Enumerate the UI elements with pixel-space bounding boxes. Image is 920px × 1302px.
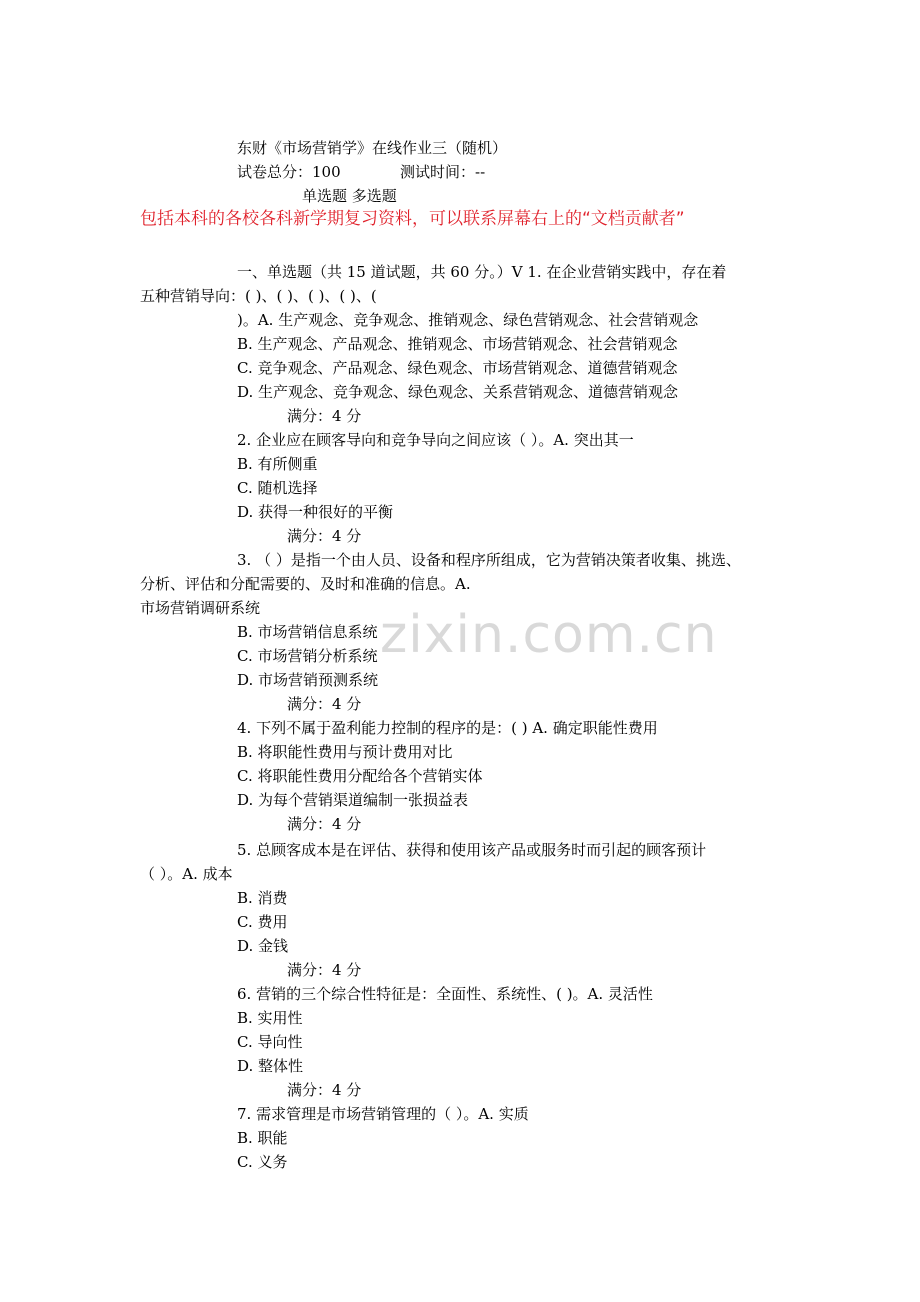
text-line: B. 有所侧重	[237, 455, 318, 473]
text-line: B. 市场营销信息系统	[237, 623, 378, 641]
text-line: B. 职能	[237, 1129, 288, 1147]
text-line: D. 为每个营销渠道编制一张损益表	[237, 791, 469, 809]
text-line: C. 竞争观念、产品观念、绿色观念、市场营销观念、道德营销观念	[237, 359, 678, 377]
text-line: C. 市场营销分析系统	[237, 647, 378, 665]
test-time: 测试时间：--	[400, 163, 486, 181]
text-line: 4. 下列不属于盈利能力控制的程序的是：( ) A. 确定职能性费用	[237, 719, 658, 737]
text-line: C. 随机选择	[237, 479, 318, 497]
text-line: C. 将职能性费用分配给各个营销实体	[237, 767, 483, 785]
text-line: 五种营销导向：( )、( )、( )、( )、(	[140, 287, 377, 305]
text-line: 满分：4 分	[287, 695, 362, 713]
text-line: 满分：4 分	[287, 961, 362, 979]
total-score: 试卷总分：100	[237, 163, 341, 181]
document-title: 东财《市场营销学》在线作业三（随机）	[237, 139, 508, 157]
text-line: C. 导向性	[237, 1033, 303, 1051]
section-links[interactable]: 单选题 多选题	[302, 187, 397, 205]
text-line: 满分：4 分	[287, 407, 362, 425]
text-line: 5. 总顾客成本是在评估、获得和使用该产品或服务时而引起的顾客预计	[237, 841, 707, 859]
text-line: 满分：4 分	[287, 527, 362, 545]
text-line: （ ）。A. 成本	[140, 865, 233, 883]
text-line: )。A. 生产观念、竞争观念、推销观念、绿色营销观念、社会营销观念	[237, 311, 699, 329]
text-line: 市场营销调研系统	[140, 599, 261, 617]
text-line: B. 生产观念、产品观念、推销观念、市场营销观念、社会营销观念	[237, 335, 678, 353]
text-line: 2. 企业应在顾客导向和竞争导向之间应该（ ）。A. 突出其一	[237, 431, 634, 449]
text-line: C. 义务	[237, 1153, 288, 1171]
text-line: 3. （ ）是指一个由人员、设备和程序所组成，它为营销决策者收集、挑选、	[237, 551, 741, 569]
text-line: B. 消费	[237, 889, 288, 907]
text-line: B. 实用性	[237, 1009, 303, 1027]
text-line: D. 生产观念、竞争观念、绿色观念、关系营销观念、道德营销观念	[237, 383, 679, 401]
text-line: 满分：4 分	[287, 815, 362, 833]
text-line: D. 市场营销预测系统	[237, 671, 379, 689]
text-line: D. 金钱	[237, 937, 289, 955]
text-line: C. 费用	[237, 913, 288, 931]
text-line: 7. 需求管理是市场营销管理的（ ）。A. 实质	[237, 1105, 529, 1123]
watermark: zixin.com.cn	[380, 605, 718, 665]
text-line: 满分：4 分	[287, 1081, 362, 1099]
text-line: 分析、评估和分配需要的、及时和准确的信息。A.	[140, 575, 471, 593]
text-line: D. 获得一种很好的平衡	[237, 503, 394, 521]
text-line: B. 将职能性费用与预计费用对比	[237, 743, 453, 761]
text-line: 6. 营销的三个综合性特征是：全面性、系统性、( )。A. 灵活性	[237, 985, 653, 1003]
text-line: 一、单选题（共 15 道试题，共 60 分。）V 1. 在企业营销实践中，存在着	[237, 263, 727, 281]
notice-banner: 包括本科的各校各科新学期复习资料，可以联系屏幕右上的“文档贡献者”	[140, 209, 685, 229]
text-line: D. 整体性	[237, 1057, 304, 1075]
